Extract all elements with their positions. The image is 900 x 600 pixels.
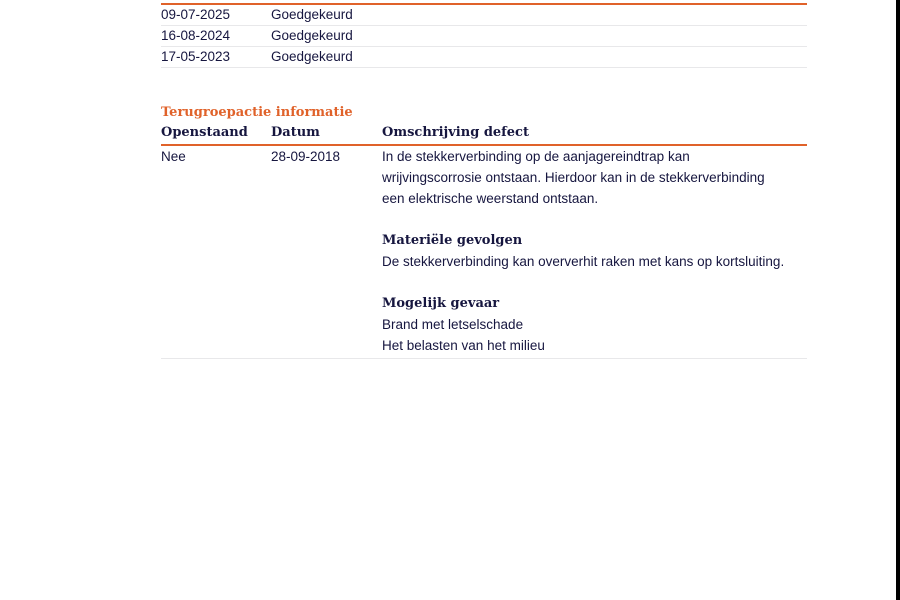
description-line: wrijvingscorrosie ontstaan. Hierdoor kan in de stekkerverbinding xyxy=(382,170,765,185)
inspection-result: Goedgekeurd xyxy=(271,7,353,22)
empty-cell xyxy=(382,5,807,25)
inspection-date: 09-07-2025 xyxy=(161,7,231,22)
danger-heading: Mogelijk gevaar xyxy=(382,296,500,311)
recall-date-value: 28-09-2018 xyxy=(271,149,341,164)
inspection-result: Goedgekeurd xyxy=(271,49,353,64)
inspection-result: Goedgekeurd xyxy=(271,28,353,43)
header-open: Openstaand xyxy=(161,125,248,140)
table-row xyxy=(161,5,807,26)
window-edge xyxy=(896,0,900,600)
recall-section xyxy=(161,104,807,359)
consequences-heading: Materiële gevolgen xyxy=(382,233,523,248)
inspection-date: 17-05-2023 xyxy=(161,49,231,64)
defect-description xyxy=(382,146,807,356)
description-line: een elektrische weerstand ontstaan. xyxy=(382,191,599,206)
table-row xyxy=(161,47,807,68)
empty-cell xyxy=(382,26,807,46)
table-row xyxy=(161,26,807,47)
inspection-date: 16-08-2024 xyxy=(161,28,231,43)
recall-open-value: Nee xyxy=(161,149,186,164)
header-description: Omschrijving defect xyxy=(382,125,529,140)
recall-table-header xyxy=(161,122,807,146)
table-row xyxy=(161,146,807,359)
danger-line: Het belasten van het milieu xyxy=(382,338,545,353)
inspection-history-table xyxy=(161,0,807,68)
header-date: Datum xyxy=(271,125,320,140)
consequences-text: De stekkerverbinding kan oververhit raken met kans op kortsluiting. xyxy=(382,254,785,269)
description-line: In de stekkerverbinding op de aanjagereindtrap kan xyxy=(382,149,690,164)
danger-line: Brand met letselschade xyxy=(382,317,524,332)
empty-cell xyxy=(382,47,807,67)
recall-section-title: Terugroepactie informatie xyxy=(161,105,353,120)
